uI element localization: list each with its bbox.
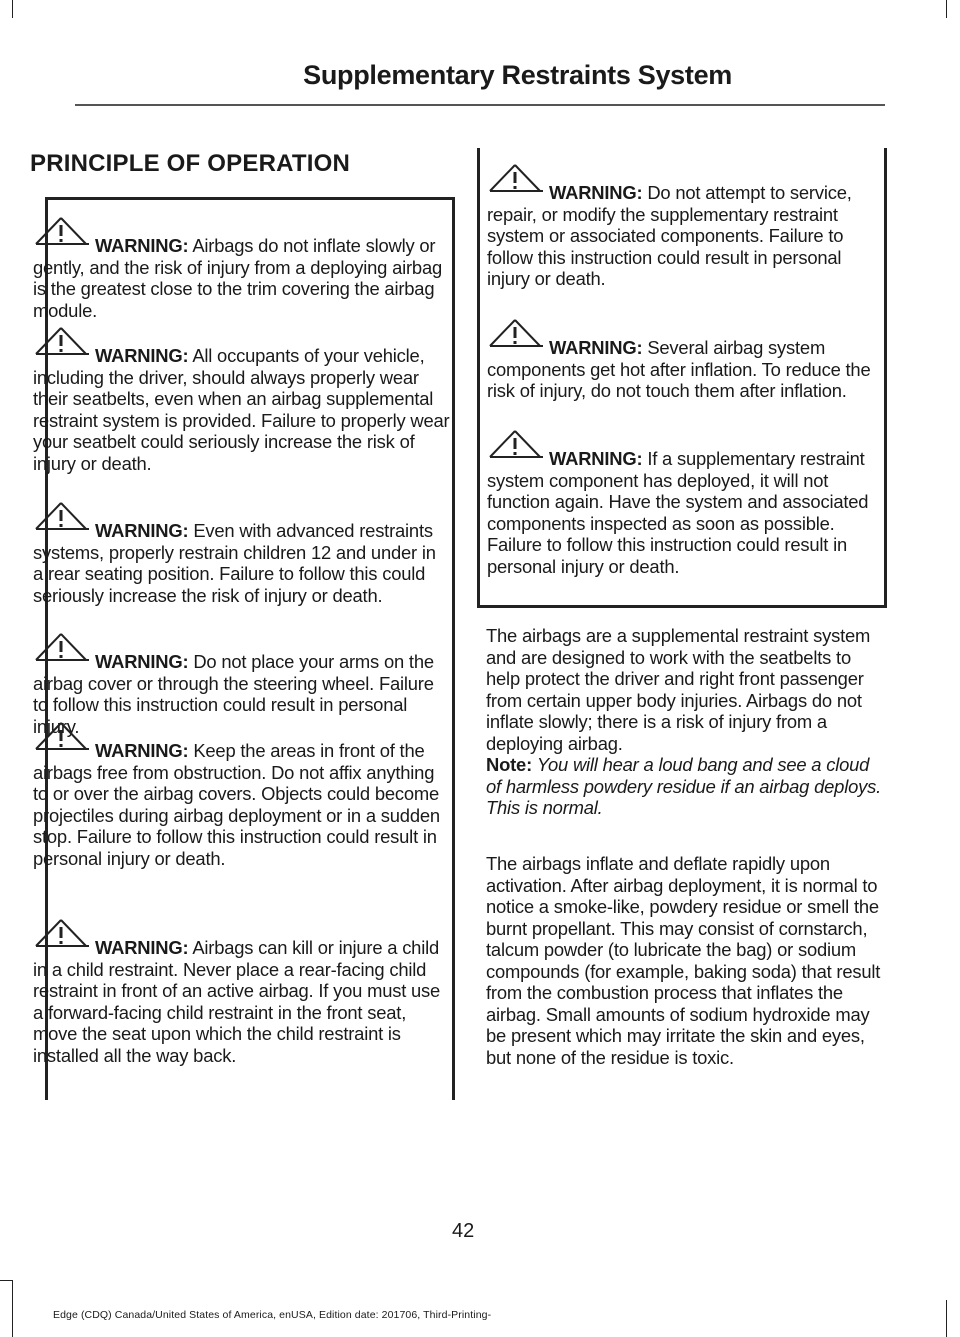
note-text: You will hear a loud bang and see a cloud of harmless powdery residue if an airbag deploys. This is normal. bbox=[486, 754, 882, 818]
header-rule bbox=[75, 104, 885, 106]
warning-label: WARNING: bbox=[549, 448, 643, 469]
warning-box-left bbox=[33, 197, 455, 1100]
warning-item bbox=[33, 937, 450, 1066]
warning-triangle-icon bbox=[33, 216, 91, 246]
warning-label: WARNING: bbox=[95, 345, 189, 366]
warning-item bbox=[33, 740, 450, 869]
warning-text: If a supplementary restraint system component has deployed, it will not function again. Have the system and associated components inspected as soon as possible. Failure to follow this instruction could result in personal injury or death. bbox=[487, 448, 869, 577]
body-paragraph-2: The airbags inflate and deflate rapidly upon activation. After airbag deployment, it is normal to notice a smoke-like, powdery residue or smell the burnt propellant. This may consist of cornstarch, talcum powder (to lubricate the bag) or sodium compounds (for example, baking soda) that result from the combustion process that inflates the airbag. Small amounts of sodium hydroxide may be present which may irritate the skin and eyes, but none of the residue is toxic. bbox=[486, 853, 881, 1068]
warning-triangle-icon bbox=[33, 918, 91, 948]
warning-triangle-icon bbox=[487, 163, 545, 193]
warning-text: Airbags do not inflate slowly or gently, and the risk of injury from a deploying airbag is the greatest close to the trim covering the airbag module. bbox=[33, 235, 443, 321]
warning-triangle-icon bbox=[487, 318, 545, 348]
warning-label: WARNING: bbox=[95, 235, 189, 256]
warning-text: Even with advanced restraints systems, properly restrain children 12 and under in a rear seating position. Failure to follow this could seriously increase the risk of injury or death. bbox=[33, 520, 436, 606]
warning-item bbox=[33, 651, 450, 737]
warning-label: WARNING: bbox=[95, 937, 189, 958]
warning-item bbox=[33, 235, 450, 321]
crop-mark-bottom-right bbox=[946, 1300, 947, 1337]
crop-mark-top-left bbox=[12, 0, 13, 18]
warning-item bbox=[487, 448, 887, 577]
warning-item bbox=[487, 337, 887, 402]
warning-label: WARNING: bbox=[95, 520, 189, 541]
warning-text: Do not place your arms on the airbag cover or through the steering wheel. Failure to follow this instruction could result in personal injury. bbox=[33, 651, 434, 737]
warning-text: Several airbag system components get hot after inflation. To reduce the risk of injury, do not touch them after inflation. bbox=[487, 337, 871, 401]
warning-item bbox=[33, 345, 450, 474]
warning-label: WARNING: bbox=[549, 182, 643, 203]
crop-mark-top-right bbox=[946, 0, 947, 18]
warning-label: WARNING: bbox=[95, 651, 189, 672]
warning-text: All occupants of your vehicle, including the driver, should always properly wear their seatbelts, even when an airbag supplemental restraint system is provided. Failure to properly wear your seatbelt could seriously increase the risk of injury or death. bbox=[33, 345, 450, 474]
warning-label: WARNING: bbox=[95, 740, 189, 761]
page-header-title: Supplementary Restraints System bbox=[303, 60, 732, 90]
crop-mark-bottom-left-h bbox=[0, 1280, 12, 1281]
warning-triangle-icon bbox=[33, 501, 91, 531]
section-heading: PRINCIPLE OF OPERATION bbox=[30, 150, 350, 177]
warning-triangle-icon bbox=[33, 632, 91, 662]
note-paragraph bbox=[486, 754, 882, 819]
warning-label: WARNING: bbox=[549, 337, 643, 358]
warning-triangle-icon bbox=[487, 429, 545, 459]
warning-item bbox=[33, 520, 450, 606]
page-footer: Edge (CDQ) Canada/United States of America, enUSA, Edition date: 201706, Third-Printing- bbox=[53, 1309, 492, 1321]
warning-box-right bbox=[477, 148, 887, 608]
warning-triangle-icon bbox=[33, 326, 91, 356]
warning-text: Airbags can kill or injure a child in a child restraint. Never place a rear-facing child restraint in front of an active airbag. If you must use a forward-facing child restraint in the front seat, move the seat upon which the child restraint is installed all the way back. bbox=[33, 937, 441, 1066]
note-label: Note: bbox=[486, 754, 532, 775]
page-number: 42 bbox=[452, 1220, 475, 1242]
crop-mark-bottom-left bbox=[12, 1280, 13, 1337]
warning-item bbox=[487, 182, 887, 290]
warning-text: Do not attempt to service, repair, or modify the supplementary restraint system or associated components. Failure to follow this instruction could result in personal injury or death. bbox=[487, 182, 852, 289]
body-paragraph-1: The airbags are a supplemental restraint system and are designed to work with the seatbelts to help protect the driver and right front passenger from certain upper body injuries. Airbags do not inflate slowly; there is a risk of injury from a deploying airbag. bbox=[486, 625, 871, 754]
warning-text: Keep the areas in front of the airbags free from obstruction. Do not affix anything to or over the airbag covers. Objects could become projectiles during airbag deployment or in a sudden stop. Failure to follow this instruction could result in personal injury or death. bbox=[33, 740, 440, 869]
warning-triangle-icon bbox=[33, 721, 91, 751]
